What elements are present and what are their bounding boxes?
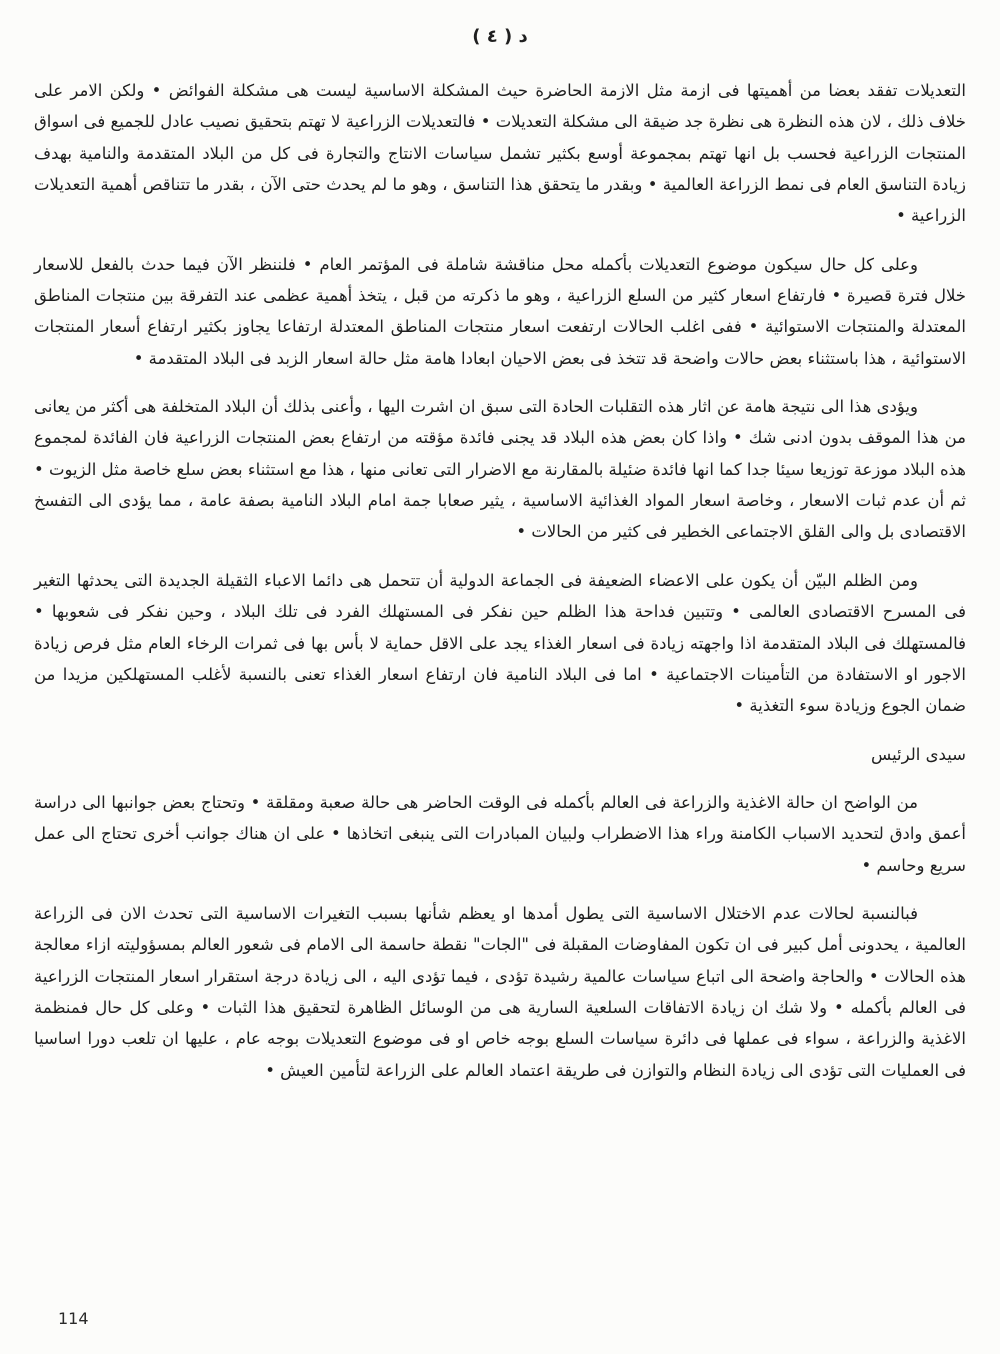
paragraph: ويؤدى هذا الى نتيجة هامة عن اثار هذه التقلبات الحادة التى سبق ان اشرت اليها ، وأعنى بذلك أن البلاد المتخلفة هى أكثر من يعانى من هذا الموقف بدون ادنى شك • واذا كان بعض هذه البلاد قد يجنى فائدة مؤقته من ارتفاع بعض المنتجات الزراعية فان الفائدة لمجموع هذه البلاد موزعة توزيعا سيئا جدا كما انها فائدة ضئيلة بالمقارنة مع الاضرار التى تعانى منها ، هذا مع استثناء بعض سلع خاصة مثل الزيوت • ثم أن عدم ثبات الاسعار ، وخاصة اسعار المواد الغذائية الاساسية ، يثير صعابا جمة امام البلاد النامية بصفة عامة ، مما يؤدى الى التفسخ الاقتصادى بل والى القلق الاجتماعى الخطير فى كثير من الحالات • (34, 397, 966, 542)
paragraph: فبالنسبة لحالات عدم الاختلال الاساسية التى يطول أمدها او يعظم شأنها بسبب التغيرات الاساسية التى تحدث الان فى الزراعة العالمية ، يحدونى أمل كبير فى ان تكون المفاوضات المقبلة فى "الجات" نقطة حاسمة الى الامام فى شعور العالم بمسؤوليته ازاء معالجة هذه الحالات • والحاجة واضحة الى اتباع سياسات عالمية رشيدة تؤدى ، فيما تؤدى اليه ، الى زيادة درجة استقرار اسعار المنتجات الزراعية فى العالم بأكمله • ولا شك ان زيادة الاتفاقات السلعية السارية هى من الوسائل الظاهرة لتحقيق هذا الثبات • وعلى كل حال فمنظمة الاغذية والزراعة ، سواء فى عملها فى دائرة سياسات السلع بوجه خاص او فى موضوع التعديلات بوجه عام ، عليها ان تلعب دورا اساسيا فى العمليات التى تؤدى الى زيادة النظام والتوازن فى طريقة اعتماد العالم على الزراعة لتأمين العيش • (34, 903, 966, 1080)
paragraph: التعديلات تفقد بعضا من أهميتها فى ازمة مثل الازمة الحاضرة حيث المشكلة الاساسية ليست هى مشكلة الفوائض • ولكن الامر على خلاف ذلك ، لان هذه النظرة هى نظرة جد ضيقة الى مشكلة التعديلات • فالتعديلات الزراعية لا تهتم بتحقيق نصيب عادل للجميع فى اسواق المنتجات الزراعية فحسب بل انها تهتم بمجموعة أوسع بكثير تشمل سياسات الانتاج والتجارة فى كل من البلاد المتقدمة والنامية بهدف زيادة التناسق العام فى نمط الزراعة العالمية • وبقدر ما يتحقق هذا التناسق ، وهو ما لم يحدث حتى الآن ، بقدر ما تتناقص أهمية التعديلات الزراعية • (34, 81, 966, 226)
page-header: د ( ٤ ) (472, 26, 528, 47)
document-body (34, 75, 966, 1086)
salutation-line: سيدى الرئيس (871, 744, 966, 764)
page-number: 114 (58, 1309, 89, 1328)
paragraph: ومن الظلم البيّن أن يكون على الاعضاء الضعيفة فى الجماعة الدولية أن تتحمل هى دائما الاعباء الثقيلة الجديدة التى يحدثها التغير فى المسرح الاقتصادى العالمى • وتتبين فداحة هذا الظلم حين نفكر فى المستهلك الفرد فى تلك البلاد ، وحين نفكر فى شعوبها • فالمستهلك فى البلاد المتقدمة اذا واجهته زيادة فى اسعار الغذاء يجد على الاقل حماية لا بأس بها فى ثمرات الرخاء العام مثل فرص زيادة الاجور او الاستفادة من التأمينات الاجتماعية • اما فى البلاد النامية فان ارتفاع اسعار الغذاء تعنى بالنسبة لأغلب المستهلكين مزيدا من ضمان الجوع وزيادة سوء التغذية • (34, 570, 966, 716)
paragraph: من الواضح ان حالة الاغذية والزراعة فى العالم بأكمله فى الوقت الحاضر هى حالة صعبة ومقلقة • وتحتاج بعض جوانبها الى دراسة أعمق وادق لتحديد الاسباب الكامنة وراء هذا الاضطراب ولبيان المبادرات التى ينبغى اتخاذها • على ان هناك جوانب أخرى تحتاج الى عمل سريع وحاسم • (34, 792, 966, 875)
paragraph: وعلى كل حال سيكون موضوع التعديلات بأكمله محل مناقشة شاملة فى المؤتمر العام • فلننظر الآن فيما حدث بالفعل للاسعار خلال فترة قصيرة • فارتفاع اسعار كثير من السلع الزراعية ، وهو ما ذكرته من قبل ، يتخذ أهمية عظمى عند التفرقة بين منتجات المناطق المعتدلة والمنتجات الاستوائية • ففى اغلب الحالات ارتفعت اسعار منتجات المناطق المعتدلة ارتفاعا يجاوز بكثير ارتفاع أسعار المنتجات الاستوائية ، هذا باستثناء بعض حالات واضحة قد تتخذ فى بعض الاحيان ابعادا هامة مثل حالة اسعار الزبد فى البلاد المتقدمة • (34, 254, 966, 368)
